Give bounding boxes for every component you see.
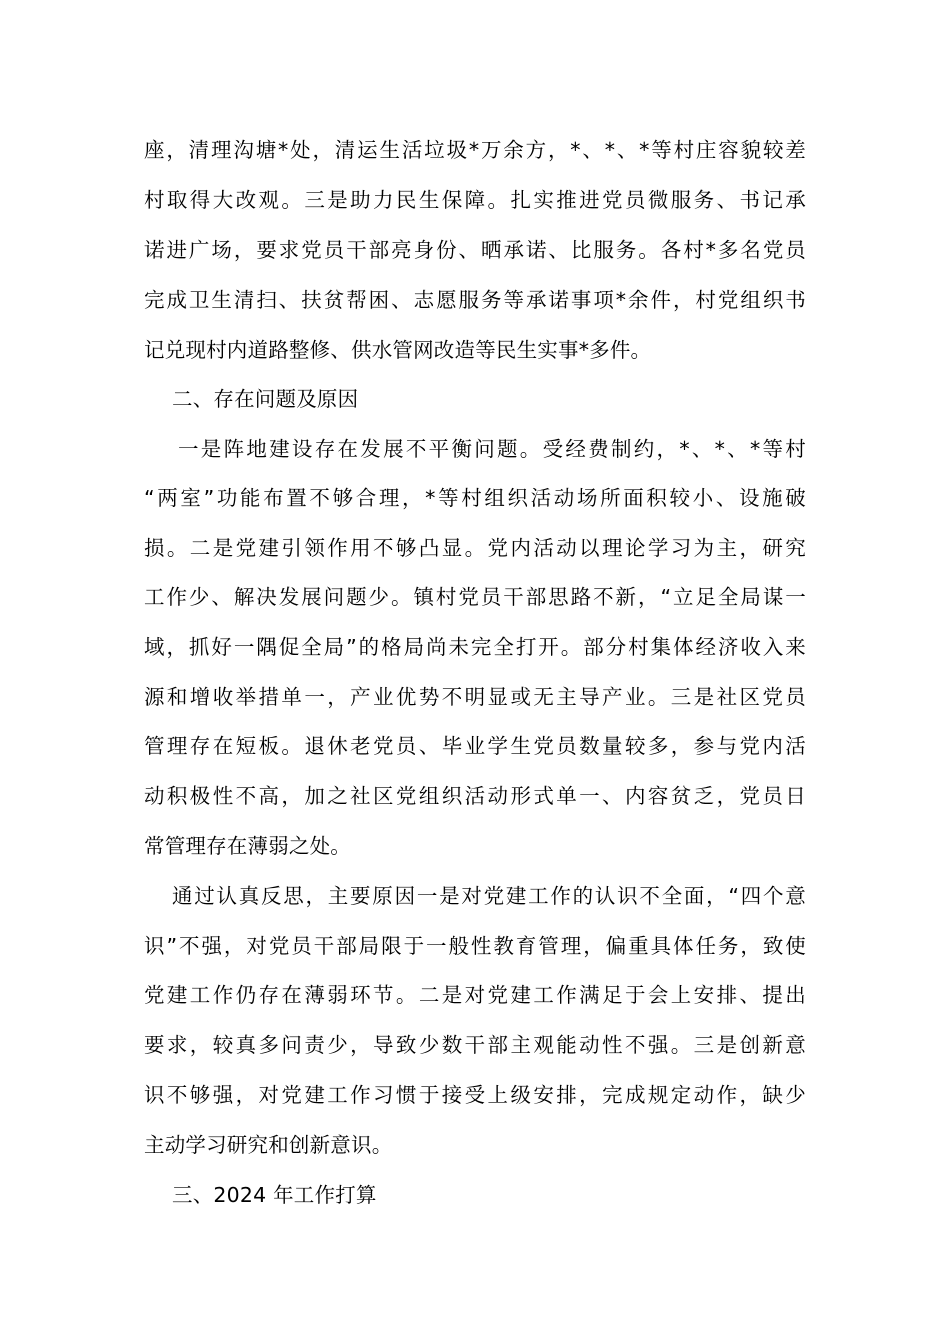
text-line: 诺进广场，要求党员干部亮身份、晒承诺、比服务。各村*多名党员 <box>144 238 806 262</box>
text-line: 工作少、解决发展问题少。镇村党员干部思路不新，“立足全局谋一 <box>144 585 806 609</box>
text-line: 要求，较真多问责少，导致少数干部主观能动性不强。三是创新意 <box>144 1033 806 1057</box>
text-line: 党建工作仍存在薄弱环节。二是对党建工作满足于会上安排、提出 <box>144 983 806 1007</box>
section-heading: 三、2024 年工作打算 <box>172 1183 377 1207</box>
text-line: 损。二是党建引领作用不够凸显。党内活动以理论学习为主，研究 <box>144 536 806 560</box>
text-line: 域，抓好一隅促全局”的格局尚未完全打开。部分村集体经济收入来 <box>144 635 806 659</box>
text-line: 常管理存在薄弱之处。 <box>144 834 351 858</box>
text-line: 源和增收举措单一，产业优势不明显或无主导产业。三是社区党员 <box>144 685 806 709</box>
text-line: 主动学习研究和创新意识。 <box>144 1133 393 1157</box>
text-line: 记兑现村内道路整修、供水管网改造等民生实事*多件。 <box>144 338 652 362</box>
text-line: 识”不强，对党员干部局限于一般性教育管理，偏重具体任务，致使 <box>144 934 806 958</box>
text-line: 识不够强，对党建工作习惯于接受上级安排，完成规定动作，缺少 <box>144 1083 806 1107</box>
text-line: 动积极性不高，加之社区党组织活动形式单一、内容贫乏，党员日 <box>144 784 806 808</box>
text-line: 座，清理沟塘*处，清运生活垃圾*万余方，*、*、*等村庄容貌较差 <box>144 138 806 162</box>
text-line: “两室”功能布置不够合理，*等村组织活动场所面积较小、设施破 <box>144 486 806 510</box>
section-heading: 二、存在问题及原因 <box>172 387 359 411</box>
text-line: 通过认真反思，主要原因一是对党建工作的认识不全面，“四个意 <box>172 884 806 908</box>
text-line: 完成卫生清扫、扶贫帮困、志愿服务等承诺事项*余件，村党组织书 <box>144 288 806 312</box>
text-line: 管理存在短板。退休老党员、毕业学生党员数量较多，参与党内活 <box>144 734 806 758</box>
text-line: 村取得大改观。三是助力民生保障。扎实推进党员微服务、书记承 <box>144 188 806 212</box>
text-line: 一是阵地建设存在发展不平衡问题。受经费制约，*、*、*等村 <box>178 437 806 461</box>
